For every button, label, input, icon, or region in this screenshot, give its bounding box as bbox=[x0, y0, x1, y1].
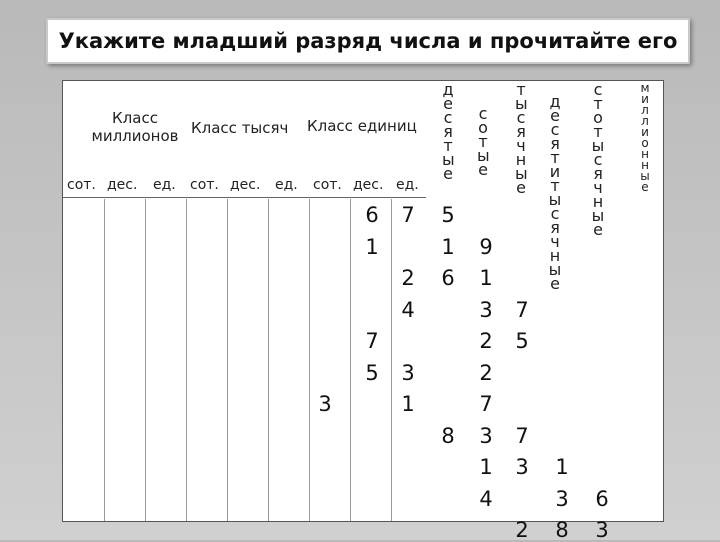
header-divider bbox=[63, 197, 426, 198]
label-millionnye: миллионные bbox=[640, 81, 650, 194]
thousands-des-label: дес. bbox=[230, 177, 261, 193]
digit: 7 bbox=[401, 203, 415, 227]
digit: 2 bbox=[401, 266, 415, 290]
digit: 1 bbox=[365, 234, 379, 259]
digit: 8 bbox=[555, 518, 569, 542]
class-millions-label: Класс миллионов bbox=[91, 109, 179, 145]
column-divider bbox=[186, 199, 187, 521]
column-divider bbox=[309, 199, 310, 521]
digit: 3 bbox=[318, 392, 332, 416]
digit: 3 bbox=[401, 360, 415, 385]
digit: 1 bbox=[479, 455, 493, 479]
label-sotye: сотые bbox=[477, 104, 490, 179]
column-divider bbox=[391, 199, 392, 521]
column-divider bbox=[227, 199, 228, 521]
digit: 7 bbox=[479, 392, 493, 416]
digit: 4 bbox=[401, 297, 415, 322]
digit: 6 bbox=[595, 486, 609, 511]
digit: 3 bbox=[515, 455, 529, 479]
digit: 7 bbox=[515, 423, 529, 448]
digit: 2 bbox=[515, 518, 529, 542]
units-des-label: дес. bbox=[353, 177, 384, 193]
digit: 5 bbox=[441, 203, 455, 227]
digit: 3 bbox=[479, 423, 493, 448]
units-ed-label: ед. bbox=[396, 177, 419, 193]
digit: 2 bbox=[479, 360, 493, 385]
digit: 1 bbox=[555, 455, 569, 479]
title-bar bbox=[46, 18, 690, 64]
digit: 1 bbox=[441, 234, 455, 259]
digit: 1 bbox=[401, 392, 415, 416]
column-divider bbox=[145, 199, 146, 521]
column-divider bbox=[104, 199, 105, 521]
column-divider bbox=[350, 199, 351, 521]
thousands-sot-label: сот. bbox=[190, 177, 219, 193]
digit: 5 bbox=[515, 329, 529, 353]
digit: 3 bbox=[479, 297, 493, 322]
column-divider bbox=[268, 199, 269, 521]
label-desyatitysyachnye: десятитысячные bbox=[548, 92, 562, 293]
digit: 9 bbox=[479, 234, 493, 259]
digit: 1 bbox=[479, 266, 493, 290]
millions-des-label: дес. bbox=[107, 177, 138, 193]
digit: 8 bbox=[441, 423, 455, 448]
units-sot-label: сот. bbox=[313, 177, 342, 193]
millions-sot-label: сот. bbox=[67, 177, 96, 193]
label-stotysyachnye: стотысячные bbox=[591, 80, 605, 239]
digit: 7 bbox=[515, 297, 529, 322]
digit: 3 bbox=[595, 518, 609, 542]
label-desyatye: десятые bbox=[442, 80, 455, 183]
digit: 7 bbox=[365, 329, 379, 353]
thousands-ed-label: ед. bbox=[275, 177, 298, 193]
digit: 2 bbox=[479, 329, 493, 353]
millions-ed-label: ед. bbox=[153, 177, 176, 193]
label-tysyachnye: тысячные bbox=[515, 80, 528, 197]
place-value-table bbox=[62, 80, 664, 542]
digit: 3 bbox=[555, 486, 569, 511]
class-units-label: Класс единиц bbox=[307, 117, 417, 135]
digit: 4 bbox=[479, 486, 493, 511]
digit: 5 bbox=[365, 360, 379, 385]
page-title: Укажите младший разряд числа и прочитайте его bbox=[58, 29, 678, 53]
digit: 6 bbox=[441, 266, 455, 290]
class-thousands-label: Класс тысяч bbox=[191, 119, 289, 137]
digit: 6 bbox=[365, 203, 379, 227]
